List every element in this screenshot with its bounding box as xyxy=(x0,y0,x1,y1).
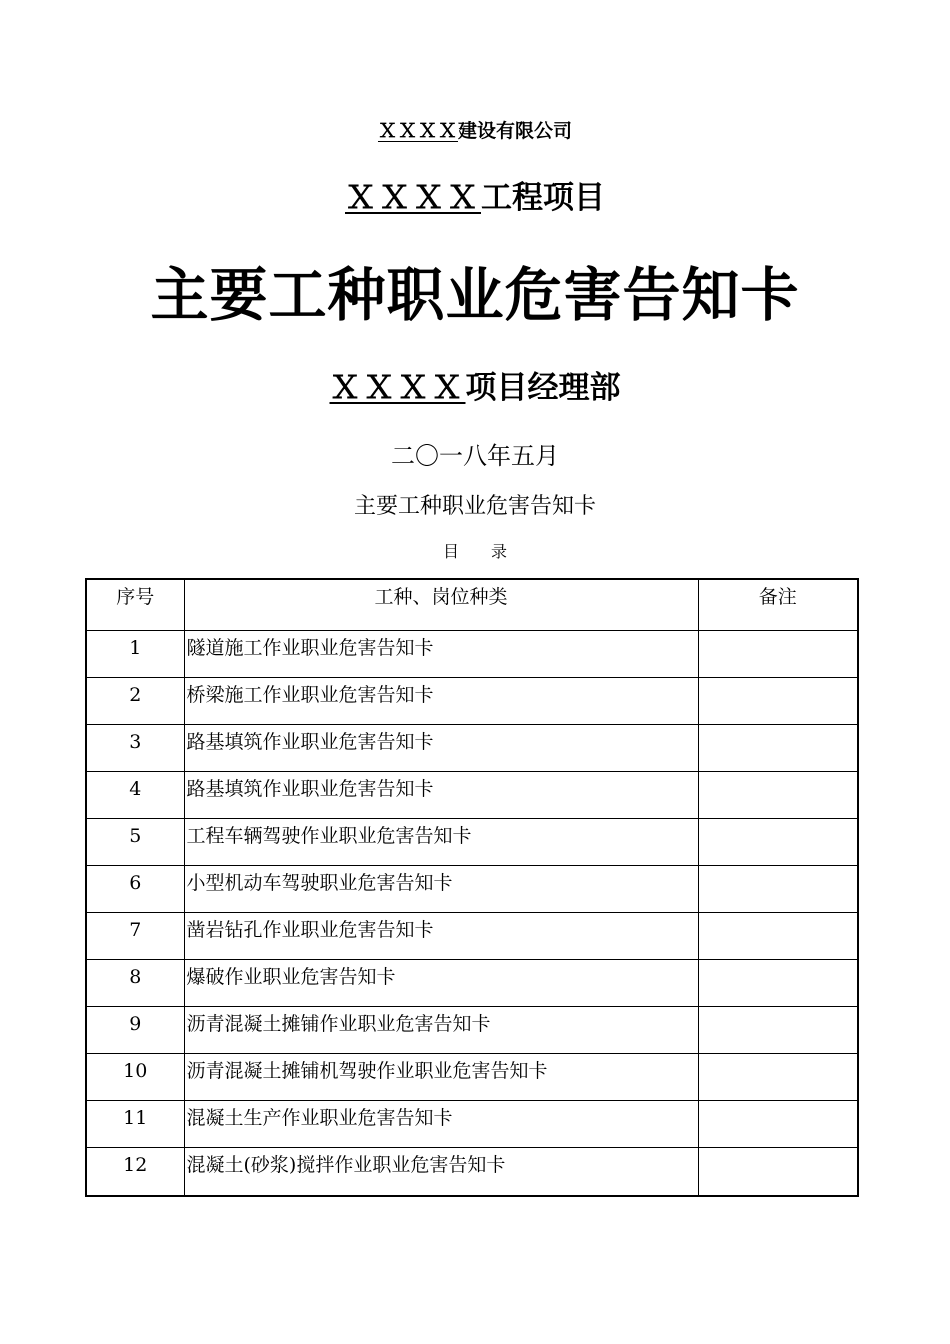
row-number: 8 xyxy=(86,960,184,1007)
row-number: 4 xyxy=(86,772,184,819)
department-name-suffix: 项目经理部 xyxy=(465,370,621,406)
toc-char-1: 目 xyxy=(442,542,459,561)
table-row xyxy=(86,1007,858,1054)
row-name: 工程车辆驾驶作业职业危害告知卡 xyxy=(184,819,698,866)
row-name: 混凝土(砂浆)搅拌作业职业危害告知卡 xyxy=(184,1148,698,1197)
document-date: 二〇一八年五月 xyxy=(391,442,559,470)
document-title: 主要工种职业危害告知卡 xyxy=(150,261,800,329)
row-name: 路基填筑作业职业危害告知卡 xyxy=(184,725,698,772)
section-title: 主要工种职业危害告知卡 xyxy=(353,494,596,519)
row-number: 11 xyxy=(86,1101,184,1148)
table-row xyxy=(86,913,858,960)
project-name-suffix: 工程项目 xyxy=(481,180,605,216)
row-name: 混凝土生产作业职业危害告知卡 xyxy=(184,1101,698,1148)
row-note xyxy=(698,1101,858,1148)
table-row xyxy=(86,678,858,725)
row-note xyxy=(698,913,858,960)
department-name-placeholder: ＸＸＸＸ xyxy=(329,370,466,406)
row-name: 隧道施工作业职业危害告知卡 xyxy=(184,631,698,678)
row-number: 5 xyxy=(86,819,184,866)
project-name xyxy=(0,172,950,217)
company-name-placeholder: ＸＸＸＸ xyxy=(377,120,458,142)
row-number: 1 xyxy=(86,631,184,678)
row-note xyxy=(698,819,858,866)
row-number: 6 xyxy=(86,866,184,913)
header-serial-number: 序号 xyxy=(86,579,184,631)
row-number: 3 xyxy=(86,725,184,772)
row-note xyxy=(698,1054,858,1101)
company-name-suffix: 建设有限公司 xyxy=(458,120,573,142)
row-name: 沥青混凝土摊铺机驾驶作业职业危害告知卡 xyxy=(184,1054,698,1101)
header-job-type: 工种、岗位种类 xyxy=(184,579,698,631)
row-note xyxy=(698,1007,858,1054)
table-row xyxy=(86,866,858,913)
table-row xyxy=(86,960,858,1007)
table-row xyxy=(86,1101,858,1148)
row-number: 2 xyxy=(86,678,184,725)
company-name xyxy=(0,116,950,143)
row-name: 沥青混凝土摊铺作业职业危害告知卡 xyxy=(184,1007,698,1054)
row-note xyxy=(698,678,858,725)
row-name: 桥梁施工作业职业危害告知卡 xyxy=(184,678,698,725)
table-row xyxy=(86,1054,858,1101)
row-name: 凿岩钻孔作业职业危害告知卡 xyxy=(184,913,698,960)
row-number: 12 xyxy=(86,1148,184,1197)
row-number: 9 xyxy=(86,1007,184,1054)
project-name-placeholder: ＸＸＸＸ xyxy=(345,180,481,216)
row-note xyxy=(698,725,858,772)
row-name: 爆破作业职业危害告知卡 xyxy=(184,960,698,1007)
row-name: 路基填筑作业职业危害告知卡 xyxy=(184,772,698,819)
row-number: 7 xyxy=(86,913,184,960)
row-note xyxy=(698,772,858,819)
department-name xyxy=(0,362,950,407)
table-row xyxy=(86,772,858,819)
row-name: 小型机动车驾驶职业危害告知卡 xyxy=(184,866,698,913)
toc-char-2: 录 xyxy=(491,542,508,561)
table-row xyxy=(86,631,858,678)
contents-table xyxy=(85,578,859,1197)
table-of-contents-heading xyxy=(0,539,950,562)
table-row xyxy=(86,819,858,866)
row-note xyxy=(698,960,858,1007)
table-row xyxy=(86,1148,858,1197)
row-number: 10 xyxy=(86,1054,184,1101)
row-note xyxy=(698,1148,858,1197)
table-row xyxy=(86,725,858,772)
row-note xyxy=(698,866,858,913)
table-header-row xyxy=(86,579,858,631)
row-note xyxy=(698,631,858,678)
header-remarks: 备注 xyxy=(698,579,858,631)
